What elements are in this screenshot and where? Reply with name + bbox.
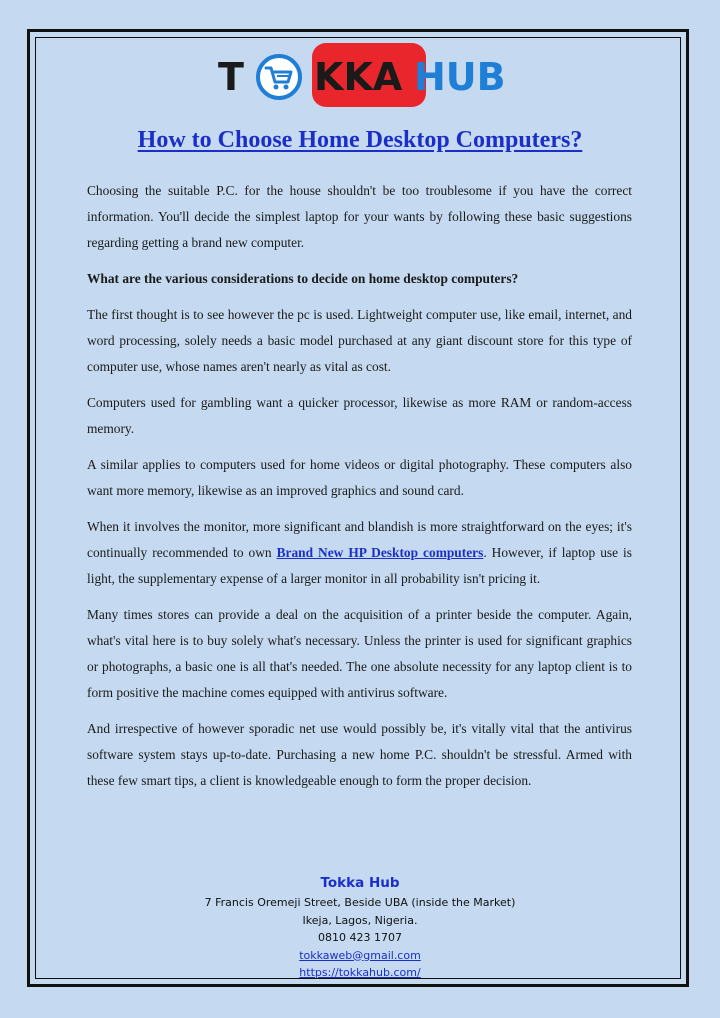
contact-footer — [0, 872, 720, 982]
company-name: Tokka Hub — [320, 875, 400, 891]
paragraph-printer: Many times stores can provide a deal on the acquisition of a printer beside the computer. Again, what's vital here is to buy solely what's necessary. Unless the printer is used for significant graphics or photographs, a basic one is all that's needed. The one absolute necessity for any laptop client is to form positive the machine comes equipped with antivirus software. — [87, 607, 632, 700]
paragraph-media: A similar applies to computers used for home videos or digital photography. These computers also want more memory, likewise as an improved graphics and sound card. — [87, 457, 632, 498]
paragraph-usage: The first thought is to see however the pc is used. Lightweight computer use, like email, internet, and word processing, solely needs a basic model purchased at any giant discount store for this type of computer use, whose names aren't nearly as vital as cost. — [87, 307, 632, 374]
email-link[interactable]: tokkaweb@gmail.com — [299, 948, 421, 962]
paragraph-monitor-end: . However, if laptop use is light, the supplementary expense of a larger monitor in all probability isn't pricing it. — [87, 545, 632, 586]
paragraph-gaming: Computers used for gambling want a quicker processor, likewise as more RAM or random-access memory. — [87, 395, 632, 436]
logo-text-t: T — [218, 55, 244, 99]
logo-text-kka: KKA — [314, 55, 403, 99]
article-body — [87, 178, 632, 804]
phone-number: 0810 423 1707 — [318, 931, 402, 944]
website-link[interactable]: https://tokkahub.com/ — [299, 966, 421, 979]
logo-text-hub: HUB — [414, 55, 506, 99]
shopping-cart-icon — [258, 56, 300, 98]
hp-desktop-link[interactable]: Brand New HP Desktop computers — [276, 545, 484, 560]
paragraph-intro: Choosing the suitable P.C. for the house shouldn't be too troublesome if you have the correct information. You'll decide the simplest laptop for your wants by following these basic suggestions regarding getting a brand new computer. — [87, 183, 632, 250]
paragraph-monitor — [87, 514, 632, 592]
paragraph-antivirus: And irrespective of however sporadic net use would possibly be, it's vitally vital that the antivirus software system stays up-to-date. Purchasing a new home P.C. shouldn't be stressful. Armed with these few smart tips, a client is knowledgeable enough to form the proper decision. — [87, 721, 632, 788]
paragraph-question: What are the various considerations to decide on home desktop computers? — [87, 271, 519, 286]
tokkahub-logo — [216, 43, 506, 107]
page-title: How to Choose Home Desktop Computers? — [137, 127, 583, 153]
address-line-2: Ikeja, Lagos, Nigeria. — [302, 913, 418, 927]
paragraph-monitor-start: When it involves the monitor, more significant and blandish is more straightforward on the eyes; it's continually recommended to own — [87, 519, 632, 560]
address-line-1: 7 Francis Oremeji Street, Beside UBA (inside the Market) — [204, 896, 516, 909]
